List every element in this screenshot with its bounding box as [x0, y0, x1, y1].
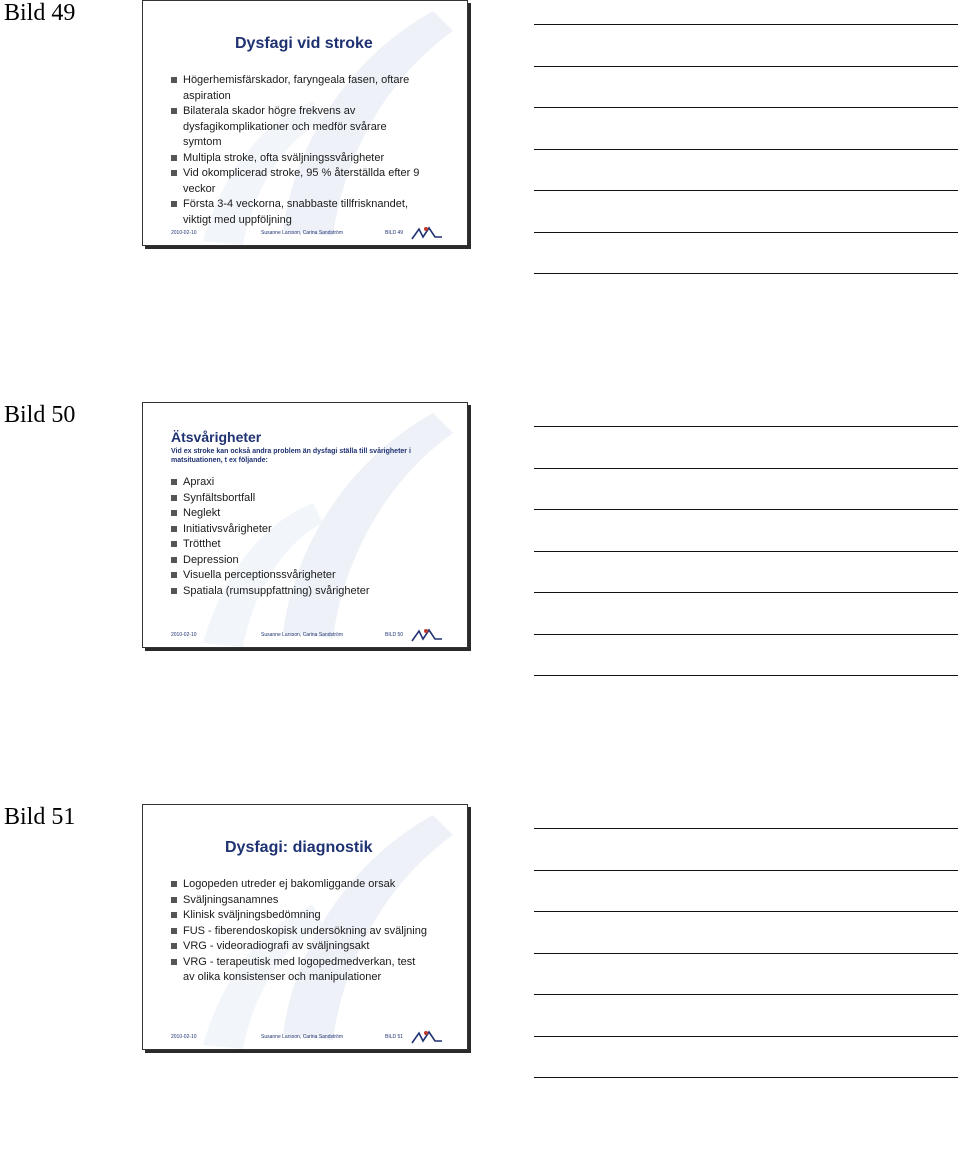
bullet-text: Logopeden utreder ej bakomliggande orsak	[183, 878, 396, 890]
square-bullet-icon	[171, 588, 177, 594]
note-line	[534, 24, 958, 25]
note-line	[534, 870, 958, 871]
bullet-text: Neglekt	[183, 507, 221, 519]
bullet-item	[169, 553, 427, 569]
bullet-item	[169, 506, 427, 522]
bullet-item	[169, 893, 427, 909]
slide-thumbnail	[142, 804, 468, 1050]
note-line	[534, 107, 958, 108]
footer-slide-number: BILD 49	[385, 230, 404, 236]
footer-slide-number: BILD 50	[385, 632, 404, 638]
slide-thumbnail	[142, 0, 468, 246]
square-bullet-icon	[171, 541, 177, 547]
bullet-text: Visuella perceptionssvårigheter	[183, 569, 336, 581]
bullet-item	[169, 522, 427, 538]
square-bullet-icon	[171, 170, 177, 176]
footer-authors: Susanne Larsson, Carina Sandström	[261, 1034, 343, 1040]
bullet-item	[169, 197, 427, 228]
slide-footer	[143, 1029, 467, 1047]
bullet-text: Sväljningsanamnes	[183, 893, 279, 906]
slide-label: Bild 51	[4, 804, 76, 830]
note-line	[534, 675, 958, 676]
slide-subtitle: Vid ex stroke kan också andra problem än dysfagi ställa till svårigheter i matsituationen, t ex följande:	[171, 448, 411, 464]
bullet-text: Vid okomplicerad stroke, 95 % återställda efter 9 veckor	[183, 167, 420, 195]
square-bullet-icon	[171, 201, 177, 207]
bullet-text: Trötthet	[183, 538, 221, 550]
square-bullet-icon	[171, 943, 177, 949]
note-line	[534, 190, 958, 191]
bullet-item	[169, 908, 427, 924]
bullet-text: FUS - fiberendoskopisk undersökning av sväljning	[183, 924, 427, 937]
square-bullet-icon	[171, 897, 177, 903]
note-line	[534, 1077, 958, 1078]
square-bullet-icon	[171, 526, 177, 532]
bullet-item	[169, 568, 427, 584]
footer-slide-number: BILD 51	[385, 1034, 404, 1040]
footer-authors: Susanne Larsson, Carina Sandström	[261, 230, 343, 236]
footer-date: 2010-02-10	[171, 230, 197, 236]
bullet-item	[169, 924, 427, 940]
bullet-item	[169, 104, 427, 151]
slide-title: Dysfagi: diagnostik	[225, 839, 373, 856]
square-bullet-icon	[171, 108, 177, 114]
note-line	[534, 149, 958, 150]
slide-title: Dysfagi vid stroke	[235, 35, 373, 52]
bullet-item	[169, 584, 427, 600]
square-bullet-icon	[171, 572, 177, 578]
square-bullet-icon	[171, 77, 177, 83]
square-bullet-icon	[171, 495, 177, 501]
bullet-text: VRG - terapeutisk med logopedmedverkan, test av olika konsistenser och manipulationer	[183, 955, 416, 983]
bullet-text: Apraxi	[183, 476, 215, 488]
note-line	[534, 426, 958, 427]
note-line	[534, 273, 958, 274]
note-line	[534, 232, 958, 233]
note-line	[534, 953, 958, 954]
bullet-text: Bilaterala skador högre frekvens av dysfagikomplikationer och medför svårare symtom	[183, 105, 387, 148]
note-line	[534, 828, 958, 829]
bullet-item	[169, 939, 427, 955]
bullet-text: Synfältsbortfall	[183, 491, 256, 504]
organization-logo-icon	[411, 225, 443, 241]
slide-thumbnail	[142, 402, 468, 648]
slide-label: Bild 49	[4, 0, 76, 26]
bullet-item	[169, 537, 427, 553]
bullet-text: Första 3-4 veckorna, snabbaste tillfrisknandet, viktigt med uppföljning	[183, 198, 409, 226]
bullet-list	[169, 877, 427, 986]
note-line	[534, 509, 958, 510]
footer-date: 2010-02-10	[171, 632, 197, 638]
footer-authors: Susanne Larsson, Carina Sandström	[261, 632, 343, 638]
slide-footer	[143, 627, 467, 645]
bullet-text: Klinisk sväljningsbedömning	[183, 909, 321, 921]
square-bullet-icon	[171, 557, 177, 563]
notes-lines	[534, 828, 958, 1119]
note-line	[534, 634, 958, 635]
note-line	[534, 468, 958, 469]
bullet-text: Spatiala (rumsuppfattning) svårigheter	[183, 584, 370, 597]
square-bullet-icon	[171, 881, 177, 887]
square-bullet-icon	[171, 510, 177, 516]
bullet-item	[169, 877, 427, 893]
bullet-text: VRG - videoradiografi av sväljningsakt	[183, 940, 370, 952]
square-bullet-icon	[171, 479, 177, 485]
slide-title: Ätsvårigheter	[171, 429, 262, 445]
organization-logo-icon	[411, 1029, 443, 1045]
handout-row	[0, 804, 960, 1164]
slide-footer	[143, 225, 467, 243]
handout-row	[0, 0, 960, 360]
note-line	[534, 551, 958, 552]
note-line	[534, 994, 958, 995]
bullet-text: Depression	[183, 553, 239, 566]
bullet-list	[169, 73, 427, 228]
bullet-item	[169, 151, 427, 167]
bullet-item	[169, 475, 427, 491]
notes-lines	[534, 426, 958, 717]
square-bullet-icon	[171, 912, 177, 918]
notes-lines	[534, 24, 958, 315]
footer-date: 2010-02-10	[171, 1034, 197, 1040]
organization-logo-icon	[411, 627, 443, 643]
bullet-item	[169, 73, 427, 104]
square-bullet-icon	[171, 959, 177, 965]
bullet-item	[169, 491, 427, 507]
square-bullet-icon	[171, 928, 177, 934]
bullet-item	[169, 166, 427, 197]
bullet-text: Högerhemisfärskador, faryngeala fasen, oftare aspiration	[183, 74, 410, 102]
square-bullet-icon	[171, 155, 177, 161]
handout-row	[0, 402, 960, 762]
slide-label: Bild 50	[4, 402, 76, 428]
bullet-text: Initiativsvårigheter	[183, 522, 272, 535]
note-line	[534, 592, 958, 593]
bullet-text: Multipla stroke, ofta sväljningssvårigheter	[183, 151, 385, 164]
note-line	[534, 1036, 958, 1037]
bullet-item	[169, 955, 427, 986]
note-line	[534, 911, 958, 912]
note-line	[534, 66, 958, 67]
bullet-list	[169, 475, 427, 599]
